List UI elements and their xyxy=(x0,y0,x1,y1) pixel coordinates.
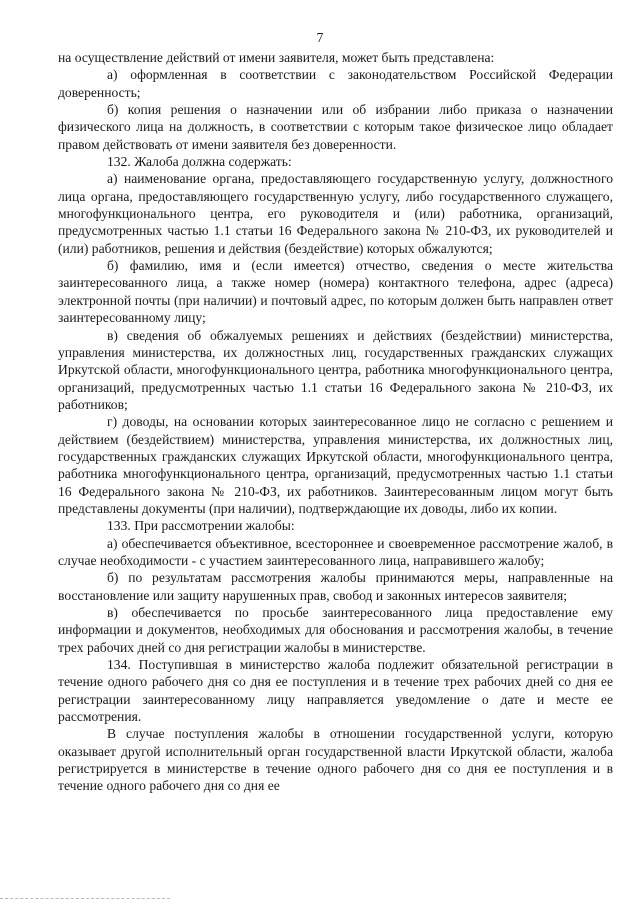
paragraph-133-item-b: б) по результатам рассмотрения жалобы принимаются меры, направленные на восстановление или защиту нарушенных прав, свобод и законных интересов заявителя; xyxy=(58,570,613,603)
paragraph-132-item-a: а) наименование органа, предоставляющего государственную услугу, должностного лица органа, предоставляющего государственную услугу, либо государственного служащего, многофункционального центра, его руководителя и (или) работника, организаций, предусмотренных частью 1.1 статьи 16 Федерального закона № 210-ФЗ, их руководителей и (или) работников, решения и действия (бездействие) которых обжалуются; xyxy=(58,171,613,256)
scan-edge-line xyxy=(0,898,170,899)
paragraph-item-a-power-of-attorney: а) оформленная в соответствии с законодательством Российской Федерации доверенность; xyxy=(58,67,613,100)
paragraph-continuation: на осуществление действий от имени заявителя, может быть представлена: xyxy=(58,50,495,65)
page-number: 7 xyxy=(316,30,324,45)
paragraph-132-item-v: в) сведения об обжалуемых решениях и действиях (бездействии) министерства, управления министерства, их должностных лиц, государственных гражданских служащих Иркутской области, многофункционального центра, работника многофункционального центра, организаций, предусмотренных частью 1.1 статьи 16 Федерального закона № 210-ФЗ, их работников; xyxy=(58,327,613,412)
paragraph-item-b-appointment-decision: б) копия решения о назначении или об избрании либо приказа о назначении физического лица на должность, в соответствии с которым такое физическое лицо обладает правом действовать от имени заявителя без доверенности. xyxy=(58,102,613,152)
paragraph-132-item-b: б) фамилию, имя и (если имеется) отчество, сведения о месте жительства заинтересованного лица, а также номер (номера) контактного телефона, адрес (адреса) электронной почты (при наличии) и почтовый адрес, по которым должен быть направлен ответ заинтересованному лицу; xyxy=(58,258,613,326)
document-body xyxy=(58,49,613,795)
paragraph-133-item-v: в) обеспечивается по просьбе заинтересованного лица предоставление ему информации и документов, необходимых для обоснования и рассмотрения жалобы, в течение трех рабочих дней со дня регистрации жалобы в министерстве. xyxy=(58,605,613,655)
paragraph-133-heading: 133. При рассмотрении жалобы: xyxy=(107,518,295,534)
paragraph-133-item-a: а) обеспечивается объективное, всестороннее и своевременное рассмотрение жалоб, в случае необходимости - с участием заинтересованного лица, направившего жалобу; xyxy=(58,535,613,568)
paragraph-132-item-g: г) доводы, на основании которых заинтересованное лицо не согласно с решением и действием (бездействием) министерства, управления министерства, их должностных лиц, государственных гражданских служащих Иркутской области, многофункционального центра, работника многофункционального центра, организаций, предусмотренных частью 1.1 статьи 16 Федерального закона № 210-ФЗ, их работников. Заинтересованным лицом могут быть представлены документы (при наличии), подтверждающие их доводы, либо их копии. xyxy=(58,414,613,516)
paragraph-134: 134. Поступившая в министерство жалоба подлежит обязательной регистрации в течение одного рабочего дня со дня ее поступления и в течение трех рабочих дней со дня ее регистрации заинтересованному лицу направляется уведомление о дате и месте ее рассмотрения. xyxy=(58,657,613,725)
paragraph-132-heading: 132. Жалоба должна содержать: xyxy=(107,154,292,170)
paragraph-134-other-authority: В случае поступления жалобы в отношении государственной услуги, которую оказывает другой исполнительный орган государственной власти Иркутской области, жалоба регистрируется в министерстве в течение одного рабочего дня со дня ее поступления и в течение одного рабочего дня со дня ее xyxy=(58,726,613,794)
